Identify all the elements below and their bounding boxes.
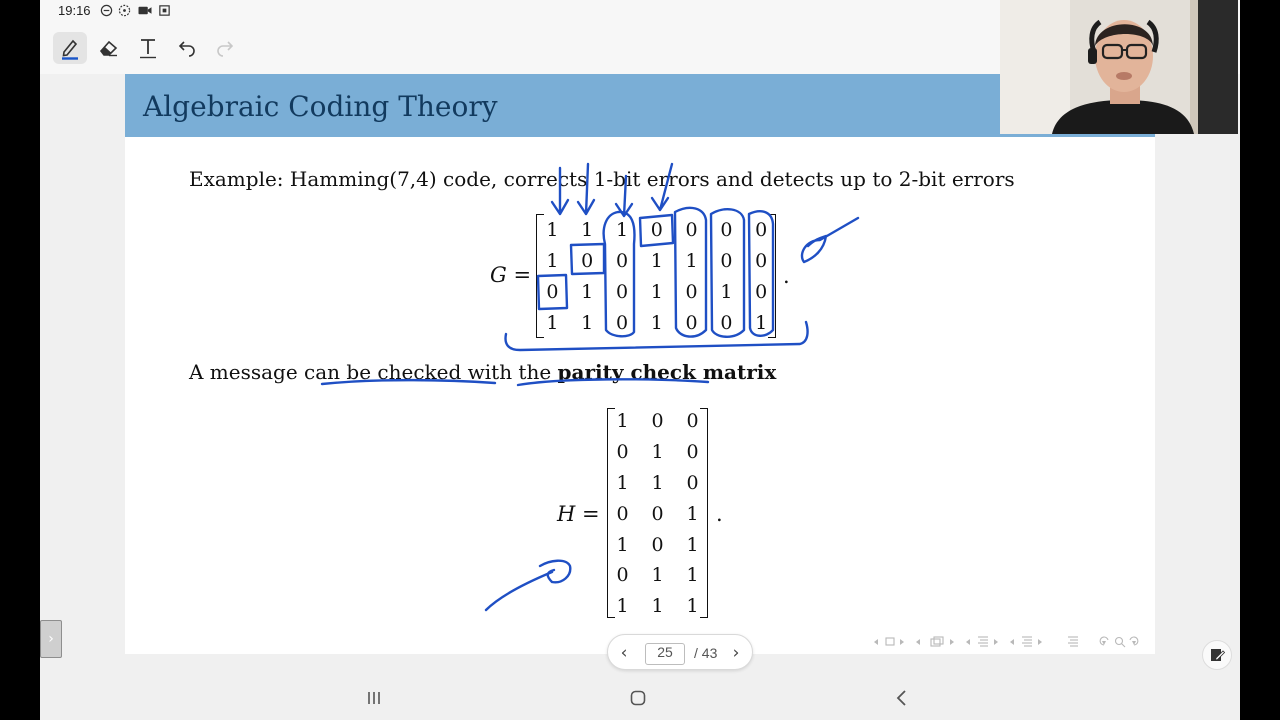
pen-tool-button[interactable] xyxy=(53,32,87,64)
recent-apps-button[interactable] xyxy=(354,686,394,710)
matrix-cell: 0 xyxy=(615,311,629,334)
chevron-left-icon: ‹ xyxy=(620,643,628,663)
matrix-cell: 0 xyxy=(685,311,698,334)
matrix-cell: 1 xyxy=(581,311,594,334)
text-icon xyxy=(138,37,158,59)
generator-matrix xyxy=(536,214,776,338)
recent-apps-icon xyxy=(366,690,382,706)
matrix-cell: 1 xyxy=(650,280,663,303)
slide-page xyxy=(125,74,1155,654)
back-icon xyxy=(895,689,909,707)
next-page-button[interactable] xyxy=(726,642,746,664)
matrix-cell: 0 xyxy=(651,410,664,433)
app-screen xyxy=(40,0,1240,720)
slide-title: Algebraic Coding Theory xyxy=(143,90,498,123)
edit-document-icon xyxy=(1209,647,1225,663)
undo-button[interactable] xyxy=(170,32,204,64)
matrix-cell: 0 xyxy=(651,533,664,556)
matrix-cell: 1 xyxy=(686,564,699,587)
pen-icon xyxy=(59,36,81,60)
beamer-nav-symbols[interactable] xyxy=(872,632,1150,652)
matrix-cell: 0 xyxy=(720,218,733,241)
matrix-cell: 1 xyxy=(546,218,559,241)
matrix-cell: 1 xyxy=(581,280,594,303)
eraser-tool-button[interactable] xyxy=(92,32,126,64)
matrix-cell: 0 xyxy=(685,218,698,241)
chevron-right-icon: › xyxy=(48,631,54,647)
presenter-video xyxy=(1000,0,1238,134)
matrix-cell: 0 xyxy=(616,502,629,525)
android-navigation-bar xyxy=(40,676,1240,720)
parity-check-term: parity check matrix xyxy=(557,360,777,384)
h-matrix-label: H = xyxy=(557,502,600,526)
matrix-cell: 1 xyxy=(651,595,664,618)
side-panel-handle[interactable] xyxy=(40,620,62,658)
matrix-cell: 0 xyxy=(651,502,664,525)
matrix-cell: 0 xyxy=(755,280,768,303)
matrix-cell: 1 xyxy=(616,595,629,618)
matrix-cell: 1 xyxy=(686,533,699,556)
matrix-cell: 1 xyxy=(651,564,664,587)
home-button[interactable] xyxy=(618,686,658,710)
matrix-cell: 1 xyxy=(686,502,699,525)
matrix-cell: 0 xyxy=(650,218,663,241)
matrix-cell: 1 xyxy=(755,311,768,334)
matrix-cell: 0 xyxy=(755,249,768,272)
g-period: . xyxy=(783,264,790,288)
chevron-right-icon: › xyxy=(732,643,740,663)
eraser-icon xyxy=(98,37,120,59)
matrix-cell: 0 xyxy=(685,280,698,303)
matrix-cell: 1 xyxy=(685,249,698,272)
text-tool-button[interactable] xyxy=(131,32,165,64)
edit-pdf-button[interactable] xyxy=(1202,640,1232,670)
matrix-cell: 1 xyxy=(581,218,594,241)
matrix-cell: 1 xyxy=(720,280,733,303)
matrix-cell: 0 xyxy=(720,249,733,272)
matrix-cell: 1 xyxy=(616,533,629,556)
matrix-cell: 0 xyxy=(581,249,594,272)
matrix-cell: 0 xyxy=(615,249,629,272)
h-period: . xyxy=(716,502,723,526)
page-total: / 43 xyxy=(694,645,718,661)
redo-button[interactable] xyxy=(208,32,242,64)
matrix-cell: 1 xyxy=(651,471,664,494)
matrix-cell: 1 xyxy=(616,471,629,494)
redo-icon xyxy=(215,38,235,58)
home-icon xyxy=(629,689,647,707)
matrix-cell: 0 xyxy=(720,311,733,334)
matrix-cell: 0 xyxy=(616,441,629,464)
g-matrix-label: G = xyxy=(490,263,532,287)
sync-icon xyxy=(118,4,131,17)
webcam-overlay xyxy=(1000,0,1238,134)
matrix-cell: 0 xyxy=(686,471,699,494)
undo-icon xyxy=(177,38,197,58)
matrix-cell: 1 xyxy=(546,311,559,334)
matrix-cell: 1 xyxy=(651,441,664,464)
parity-check-matrix xyxy=(607,408,708,618)
matrix-cell: 0 xyxy=(616,564,629,587)
prev-page-button[interactable] xyxy=(614,642,634,664)
matrix-cell: 0 xyxy=(686,441,699,464)
matrix-cell: 1 xyxy=(616,410,629,433)
screen-record-icon xyxy=(158,4,171,17)
matrix-cell: 1 xyxy=(546,249,559,272)
matrix-cell: 0 xyxy=(546,280,559,303)
back-button[interactable] xyxy=(882,686,922,710)
example-text: Example: Hamming(7,4) code, corrects 1-bit errors and detects up to 2-bit errors xyxy=(189,167,1015,191)
matrix-cell: 1 xyxy=(650,249,663,272)
page-navigator xyxy=(607,634,753,670)
page-number-input[interactable]: 25 xyxy=(645,643,685,665)
parity-check-sentence: A message can be checked with the parity check matrix xyxy=(189,360,777,384)
matrix-cell: 1 xyxy=(615,218,629,241)
video-camera-icon xyxy=(137,4,153,17)
matrix-cell: 0 xyxy=(755,218,768,241)
status-time: 19:16 xyxy=(58,3,91,18)
do-not-disturb-icon xyxy=(100,4,113,17)
matrix-cell: 1 xyxy=(686,595,699,618)
matrix-cell: 0 xyxy=(686,410,699,433)
matrix-cell: 1 xyxy=(650,311,663,334)
matrix-cell: 0 xyxy=(615,280,629,303)
